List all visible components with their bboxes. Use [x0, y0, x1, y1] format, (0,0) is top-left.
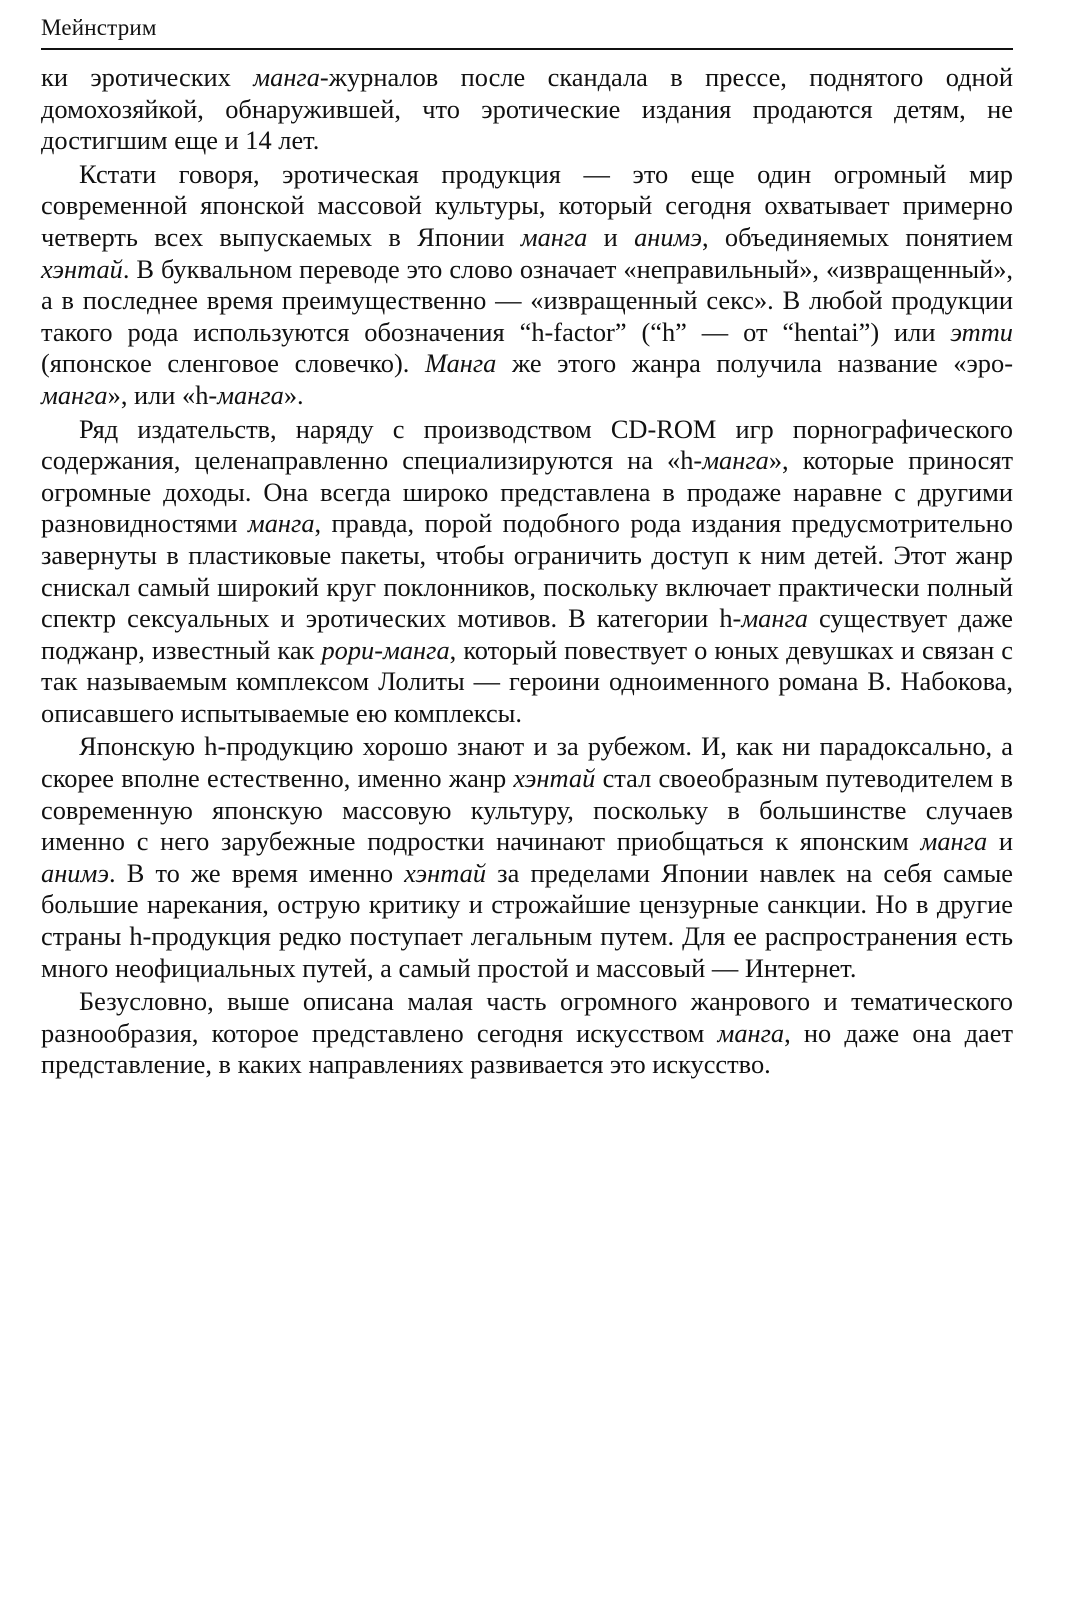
paragraph — [41, 986, 1013, 1081]
text-run: и — [587, 221, 635, 252]
italic-term: манга — [253, 62, 320, 92]
paragraph — [41, 159, 1013, 412]
italic-term: Манга — [424, 348, 497, 379]
italic-term: хэнтай — [41, 253, 123, 284]
italic-term: этти — [950, 316, 1013, 347]
text-run: », которые приносят огромные доходы. Она всегда широко представлена в продаже наравне с другими разновидностями — [41, 445, 1013, 539]
text-run: существует даже поджанр, известный как — [41, 603, 1013, 665]
text-run: Кстати говоря, эротическая продукция — это еще один огромный мир современной японской массовой культуры, который сегодня охватывает примерно четверть всех выпускаемых в Японии — [41, 158, 1013, 252]
text-run: и — [987, 826, 1013, 857]
text-run: ». — [283, 379, 304, 410]
italic-term: манга — [920, 826, 988, 857]
italic-term: манга — [520, 221, 588, 252]
text-run: Ряд издательств, наряду с производством CD-ROM игр порнографического содержания, целенаправленно специализируются на «h- — [41, 413, 1013, 476]
text-run: (японское сленговое словечко). — [41, 348, 425, 379]
italic-term: манга — [717, 1017, 785, 1048]
running-header: Мейнстрим — [41, 15, 157, 40]
text-run: , правда, порой подобного рода издания предусмотрительно завернуты в пластиковые пакеты, чтобы ограничить доступ к ним детей. Этот жанр снискал самый широкий круг поклонников, поскольку включает практически полный спектр сексуальных и эротических мотивов. В категории h- — [41, 508, 1013, 634]
text-run: за пределами Японии навлек на себя самые большие нарекания, острую критику и строжайшие цензурные санкции. Но в другие страны h-продукция редко поступает легальным путем. Для ее распространения есть много неофициальных путей, а самый простой и массовый — Интернет. — [41, 857, 1014, 983]
text-run: . В то же время именно — [108, 857, 405, 888]
text-run: Японскую h-продукцию хорошо знают и за рубежом. И, как ни парадоксально, а скорее вполне естественно, именно жанр — [41, 731, 1013, 794]
text-run: , который повествует о юных девушках и связан с так называемым комплексом Лолиты — героини одноименного романа В. Набокова, описавшего испытываемые ею комплексы. — [41, 634, 1013, 728]
paragraph — [41, 414, 1013, 730]
text-run: -журналов после скандала в прессе, поднятого одной домохозяйкой, обнаружившей, что эротические издания продаются детям, не достигшим еще и 14 лет. — [41, 62, 1013, 156]
paragraph — [41, 731, 1013, 984]
paragraph — [41, 62, 1013, 157]
italic-term: манга — [41, 379, 108, 410]
text-run: , но даже она дает представление, в каких направлениях развивается это искусство. — [41, 1017, 1013, 1080]
italic-term: манга — [217, 379, 284, 410]
text-run: », или «h- — [107, 379, 218, 410]
text-run: Безусловно, выше описана малая часть огромного жанрового и тематического разнообразия, которое представлено сегодня искусством — [41, 986, 1013, 1048]
text-run: ки эротических — [41, 62, 254, 92]
text-run: же этого жанра получила название «эро- — [496, 348, 1013, 379]
text-run: , объединяемых понятием — [702, 221, 1013, 252]
italic-term: хэнтай — [513, 763, 596, 794]
header-rule — [41, 48, 1013, 50]
italic-term: рори-манга — [321, 634, 450, 665]
italic-term: манга — [741, 603, 808, 634]
italic-term: анимэ — [41, 857, 109, 888]
italic-term: хэнтай — [404, 857, 487, 888]
text-run: . В буквальном переводе это слово означает «неправильный», «извращенный», а в последнее время преимущественно — «извращенный секс». В любой продукции такого рода используются обозначения “h-factor” (“h” — от “hentai”) или — [41, 253, 1013, 347]
body-text — [41, 62, 1013, 1083]
italic-term: манга — [702, 445, 769, 476]
italic-term: анимэ — [634, 221, 703, 252]
italic-term: манга — [247, 508, 315, 539]
text-run: стал своеобразным путеводителем в современную японскую массовую культуру, поскольку в большинстве случаев именно с него зарубежные подростки начинают приобщаться к японским — [41, 763, 1013, 857]
